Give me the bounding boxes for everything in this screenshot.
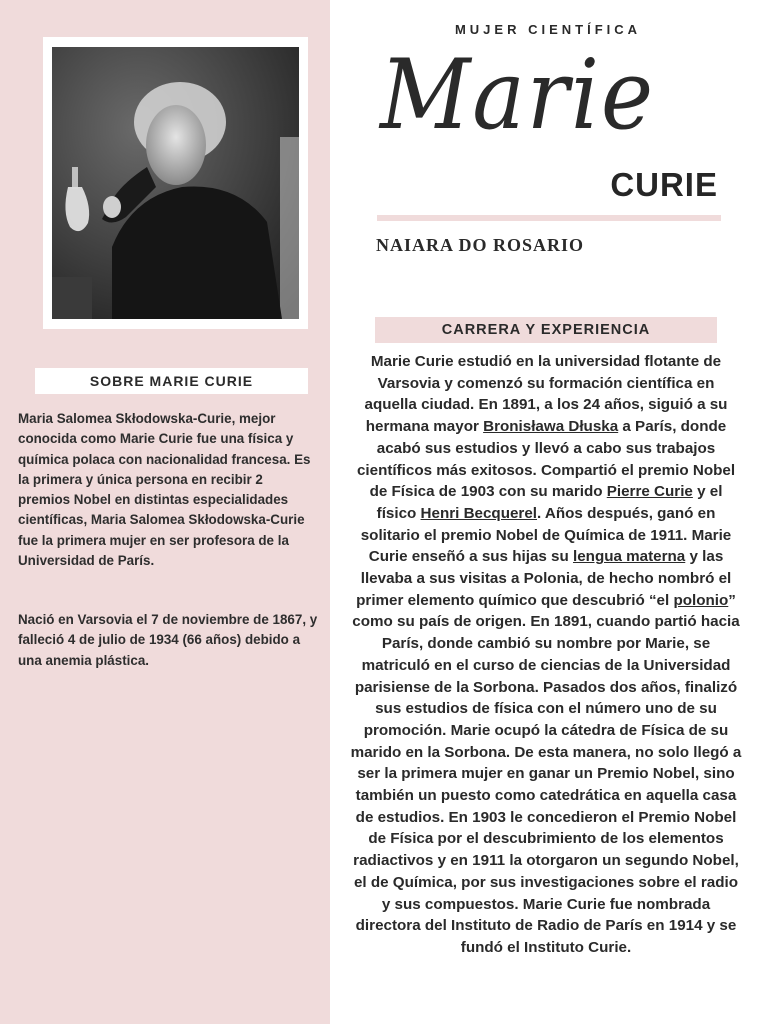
career-paragraph — [350, 351, 742, 959]
link-bronislawa-dluska[interactable]: Bronisława Dłuska — [483, 418, 619, 436]
surname-title: CURIE — [610, 166, 718, 203]
author-name: NAIARA DO ROSARIO — [376, 235, 585, 255]
about-heading: SOBRE MARIE CURIE — [35, 368, 308, 394]
career-text-part: . Años después, ganó en solitario el premio Nobel de Química de 1911. Marie Curie enseñó a sus hijas su — [360, 504, 732, 566]
link-pierre-curie[interactable]: Pierre Curie — [606, 483, 693, 501]
portrait-illustration — [52, 47, 299, 319]
eyebrow-label: MUJER CIENTÍFICA — [454, 22, 642, 37]
link-henri-becquerel[interactable]: Henri Becquerel — [420, 504, 538, 522]
about-paragraph-1: Maria Salomea Skłodowska-Curie, mejor conocida como Marie Curie fue una física y química polaca con nacionalidad francesa. Es la primera y única persona en recibir 2 premios Nobel en distintas especialidades científicas, Maria Salomea Skłodowska-Curie fue la primera mujer en ser profesora de la Universidad de París. — [18, 411, 311, 569]
career-text-part: y el físico — [376, 483, 723, 522]
career-text-part: Marie Curie estudió en la universidad flotante de Varsovia y comenzó su formación científica en aquella ciudad. En 1891, a los 24 años, siguió a su hermana mayor — [364, 353, 728, 436]
about-paragraph-2: Nació en Varsovia el 7 de noviembre de 1867, y falleció 4 de julio de 1934 (66 años) debido a una anemia plástica. — [18, 612, 318, 668]
career-text-part: y las llevaba a sus visitas a Polonia, de hecho nombró el primer elemento químico que descubrió “el — [356, 548, 732, 609]
portrait-frame — [43, 37, 308, 329]
career-text-part: a París, donde acabó sus estudios y llevó a cabo sus trabajos científicos más exitosos. Compartió el premio Nobel de Física de 1903 con su marido — [356, 418, 736, 501]
portrait-photo — [52, 47, 299, 319]
first-name-title: Marie — [380, 39, 656, 151]
link-polonio[interactable]: polonio — [673, 591, 729, 609]
career-text-part: ” como su país de origen. En 1891, cuando partió hacia París, donde cambió su nombre por Marie, se matriculó en el curso de ciencias de la Universidad parisiense de la Sorbona. Pasados dos años, finalizó sus estudios de física con el número uno de su promoción. Marie ocupó la cátedra de Física de su marido en la Sorbona. De esta manera, no solo llegó a ser la primera mujer en ganar un Premio Nobel, sino también un puesto como catedrática en aquella casa de estudios. En 1903 le concedieron el Premio Nobel de Física por el descubrimiento de los elementos radiactivos y en 1911 la otorgaron un segundo Nobel, el de Química, por sus investigaciones sobre el radio y sus compuestos. Marie Curie fue nombrada directora del Instituto de Radio de París en 1914 y se fundó el Instituto Curie. — [350, 591, 742, 956]
career-heading: CARRERA Y EXPERIENCIA — [375, 317, 717, 343]
title-divider — [377, 215, 721, 221]
link-lengua-materna[interactable]: lengua materna — [573, 548, 686, 566]
